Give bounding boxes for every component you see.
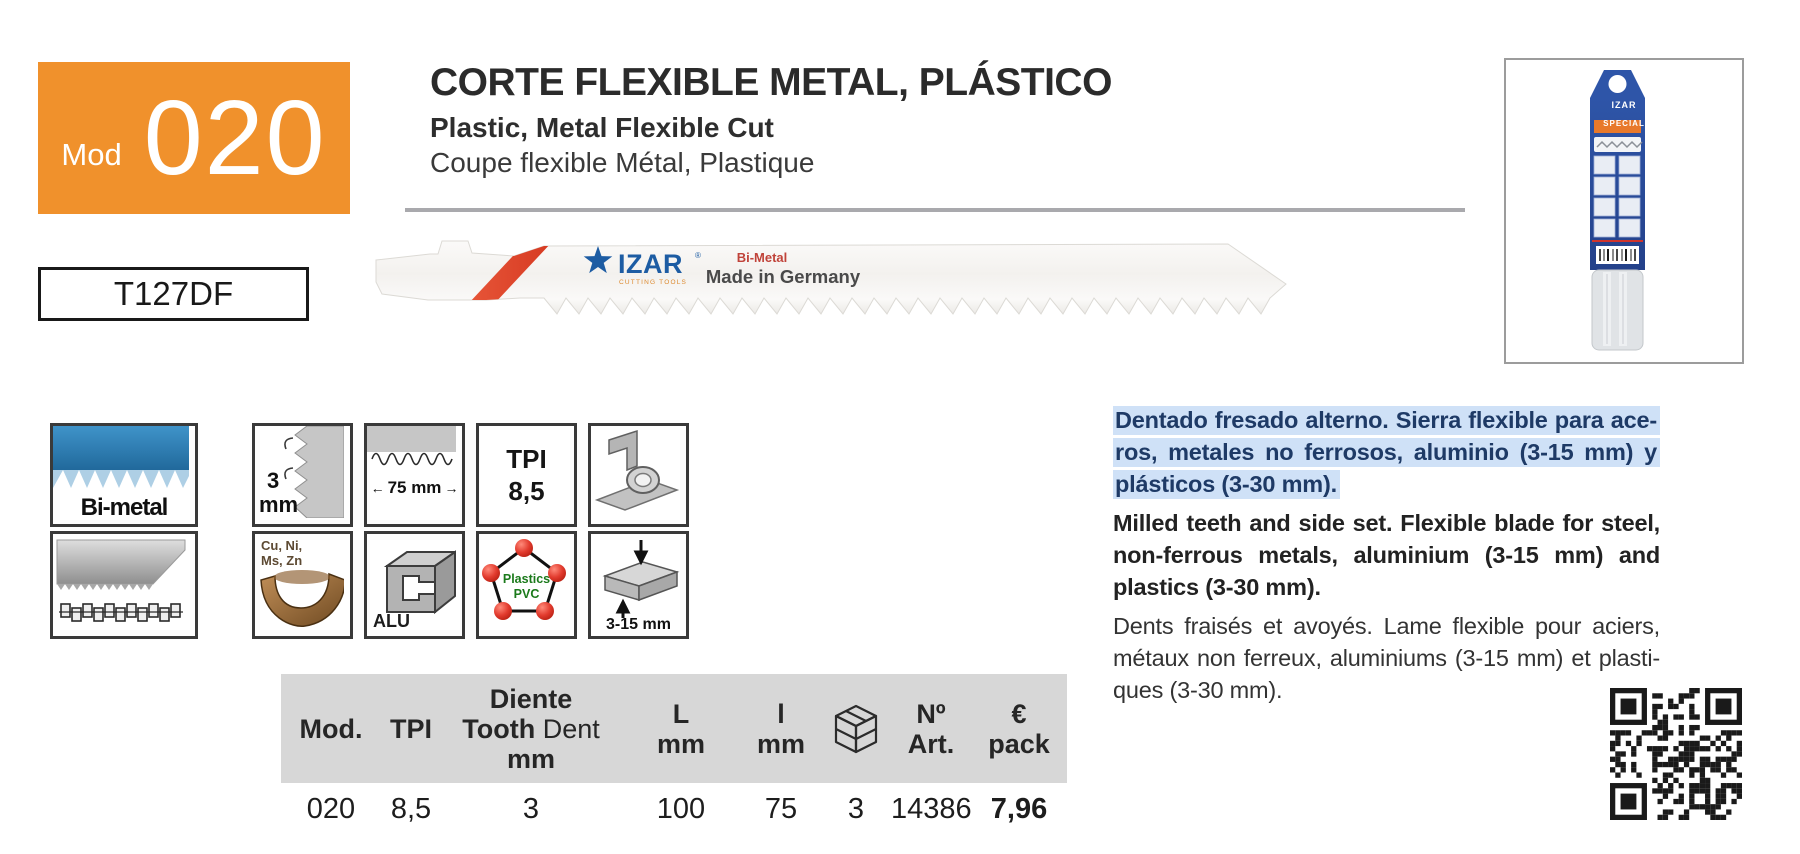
working-length-label-row <box>367 478 462 498</box>
registered-mark: ® <box>695 251 701 260</box>
header-mod: Mod. <box>299 713 363 744</box>
header-tpi: TPI <box>389 713 432 744</box>
blade-product-image <box>368 236 1293 320</box>
spec-table-header <box>281 674 1067 783</box>
description-es-line: plásticos (3-30 mm). <box>1113 468 1660 500</box>
package-photo <box>1504 58 1744 364</box>
value-art-no: 14386 <box>891 792 972 825</box>
icon-thickness <box>588 531 689 639</box>
blade-brand: IZAR <box>618 249 683 279</box>
blade-brand-sub: CUTTING TOOLS <box>619 279 688 286</box>
header-tooth: Diente Tooth Dent mm <box>462 683 600 774</box>
working-length-label: 75 mm <box>387 478 442 497</box>
icon-nonferrous-materials <box>252 531 353 639</box>
plastics-label <box>479 572 574 602</box>
description-es <box>1113 404 1660 500</box>
header-price: € pack <box>988 698 1050 759</box>
description-fr-line: Dents fraisés et avoyés. Lame flexible pour aciers, <box>1113 613 1660 639</box>
page-subtitle-fr: Coupe flexible Métal, Plastique <box>430 147 815 178</box>
plastics-line2: PVC <box>513 587 540 601</box>
materials-line2: Ms, Zn <box>261 553 303 568</box>
tpi-label: TPI <box>506 444 547 474</box>
value-length: 100 <box>656 792 706 825</box>
icon-tpi <box>476 423 577 527</box>
description-block <box>1113 404 1660 713</box>
model-badge-label: Mod <box>61 137 122 172</box>
blade-material-label: Bi-Metal <box>736 250 788 265</box>
tooth-pitch-value: 3 <box>267 468 280 493</box>
icon-bimetal <box>50 423 198 527</box>
icon-milled-set-teeth <box>50 531 198 639</box>
spec-table-row <box>281 783 1067 835</box>
header-pack-qty <box>821 704 891 754</box>
header-art-no: Nº Art. <box>907 698 955 759</box>
icon-alu-profile <box>364 531 465 639</box>
value-tooth: 3 <box>522 792 540 825</box>
description-fr-line: métaux non ferreux, aluminiums (3-15 mm) et plasti- <box>1113 645 1660 671</box>
model-badge <box>38 62 350 214</box>
header-working-length: l mm <box>756 698 805 759</box>
reference-code: T127DF <box>113 275 234 312</box>
value-mod: 020 <box>306 792 356 825</box>
description-en-line: non-ferrous metals, aluminium (3-15 mm) and <box>1113 542 1660 568</box>
description-es-line: Dentado fresado alterno. Sierra flexible para ace- <box>1113 404 1660 436</box>
value-tpi: 8,5 <box>390 792 432 825</box>
title-block <box>430 60 1470 180</box>
thickness-label: 3-15 mm <box>606 616 671 633</box>
title-divider <box>405 208 1465 212</box>
description-en-line: Milled teeth and side set. Flexible blade for steel, <box>1113 510 1660 536</box>
spec-table <box>281 674 1067 835</box>
icon-plastics-pvc <box>476 531 577 639</box>
icon-working-length <box>364 423 465 527</box>
qr-code <box>1610 688 1742 820</box>
model-number: 020 <box>143 79 327 197</box>
package-cube-icon <box>834 704 878 754</box>
value-working-length: 75 <box>764 792 798 825</box>
arrow-left-icon: ← <box>370 480 385 496</box>
value-price: 7,96 <box>990 792 1048 825</box>
description-es-line: ros, metales no ferrosos, aluminio (3-15 mm) y <box>1113 436 1660 468</box>
tpi-value: 8,5 <box>508 476 545 506</box>
description-fr <box>1113 610 1660 706</box>
header-length: L mm <box>656 698 705 759</box>
metal-profiles-icon <box>591 426 680 518</box>
materials-label <box>261 538 302 568</box>
package-banner: SPECIAL <box>1603 119 1645 128</box>
milled-set-teeth-icon <box>53 534 189 630</box>
value-pack-qty: 3 <box>847 792 865 825</box>
materials-line1: Cu, Ni, <box>261 538 303 553</box>
page-subtitle-en: Plastic, Metal Flexible Cut <box>430 112 774 143</box>
package-brand: IZAR <box>1611 100 1637 110</box>
tooth-pitch-unit: mm <box>259 492 299 517</box>
blade-origin-label: Made in Germany <box>705 266 861 287</box>
working-length-icon <box>367 426 459 518</box>
plastics-line1: Plastics <box>502 572 551 586</box>
arrow-right-icon: → <box>444 480 459 496</box>
icon-metal-profiles <box>588 423 689 527</box>
bimetal-label: Bi-metal <box>80 494 168 521</box>
alu-label: ALU <box>373 611 410 631</box>
page-title: CORTE FLEXIBLE METAL, PLÁSTICO <box>430 61 1112 104</box>
description-en-line: plastics (3-30 mm). <box>1113 574 1321 600</box>
icon-tooth-pitch <box>252 423 353 527</box>
reference-code-box <box>38 267 309 321</box>
description-fr-line: ques (3-30 mm). <box>1113 677 1283 703</box>
description-en <box>1113 507 1660 603</box>
